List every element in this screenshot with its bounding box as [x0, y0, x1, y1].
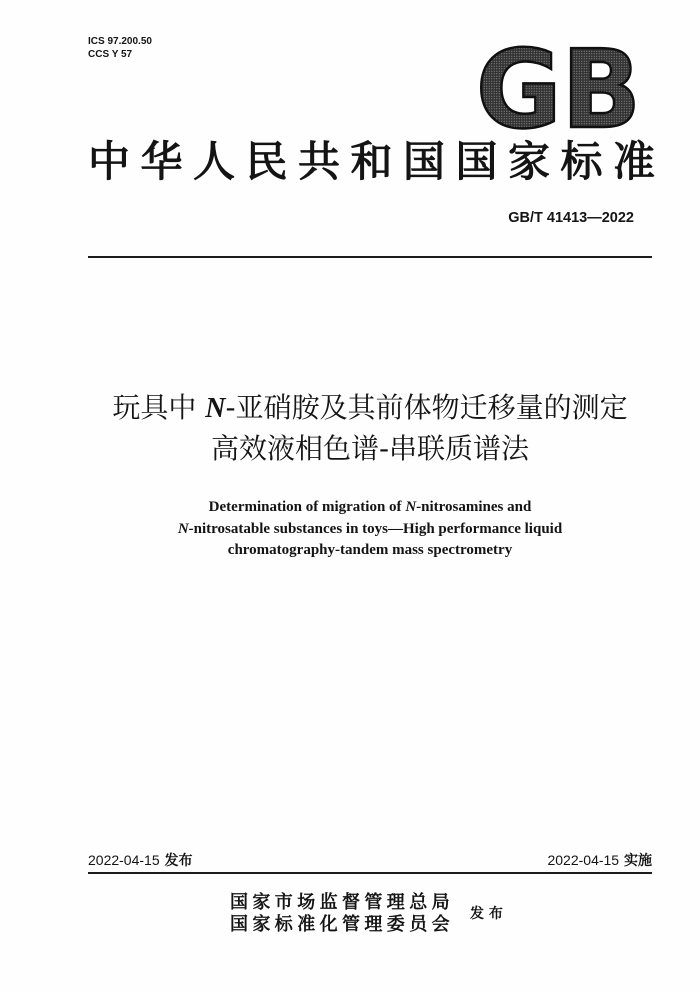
- chinese-title-line-2: 高效液相色谱-串联质谱法: [210, 432, 530, 465]
- standard-number: GB/T 41413—2022: [508, 210, 634, 226]
- issue-date: 2022-04-15: [88, 852, 160, 868]
- gb-logo-lettering: GB: [476, 40, 641, 135]
- issue-date-label: 发布: [164, 853, 193, 869]
- english-title-line-2: [88, 519, 652, 541]
- ccs-code: CCS Y 57: [88, 49, 133, 60]
- english-title-line-1-italic-n: N: [405, 499, 417, 515]
- chinese-title-line-1-start: 玩具中: [112, 391, 206, 424]
- issue-action-label: 发 布: [470, 906, 503, 922]
- footer-divider: [88, 872, 652, 874]
- english-title-line-1-start: Determination of migration of: [208, 499, 406, 515]
- classification-codes: [88, 35, 152, 61]
- header-divider: [88, 256, 652, 258]
- issuing-authorities: [230, 892, 454, 936]
- chinese-title-line-1-end: -亚硝胺及其前体物迁移量的测定: [225, 391, 628, 424]
- implement-date-label: 实施: [624, 853, 652, 869]
- standard-type-title: 中华人民共和国国家标准: [88, 137, 666, 186]
- chinese-title: [88, 388, 652, 469]
- issue-date-block: [88, 851, 193, 871]
- gb-logo: [468, 40, 648, 135]
- implement-date: 2022-04-15: [547, 852, 620, 868]
- english-title: [88, 497, 652, 562]
- english-title-line-3: chromatography-tandem mass spectrometry: [227, 542, 513, 558]
- issuer-samr: 国家市场监督管理总局: [230, 892, 454, 913]
- ics-code: ICS 97.200.50: [88, 36, 152, 47]
- english-title-line-1: [88, 497, 652, 519]
- english-title-line-1-end: -nitrosamines and: [416, 499, 532, 515]
- english-title-line-2-end: -nitrosatable substances in toys—High performance liquid: [188, 520, 563, 537]
- chinese-title-italic-n: N: [205, 393, 226, 424]
- dates-row: [88, 851, 652, 871]
- issuer-sac: 国家标准化管理委员会: [230, 914, 454, 935]
- chinese-title-line-1: [88, 388, 652, 429]
- implement-date-block: [547, 851, 652, 871]
- english-title-line-2-italic-n: N: [177, 520, 189, 537]
